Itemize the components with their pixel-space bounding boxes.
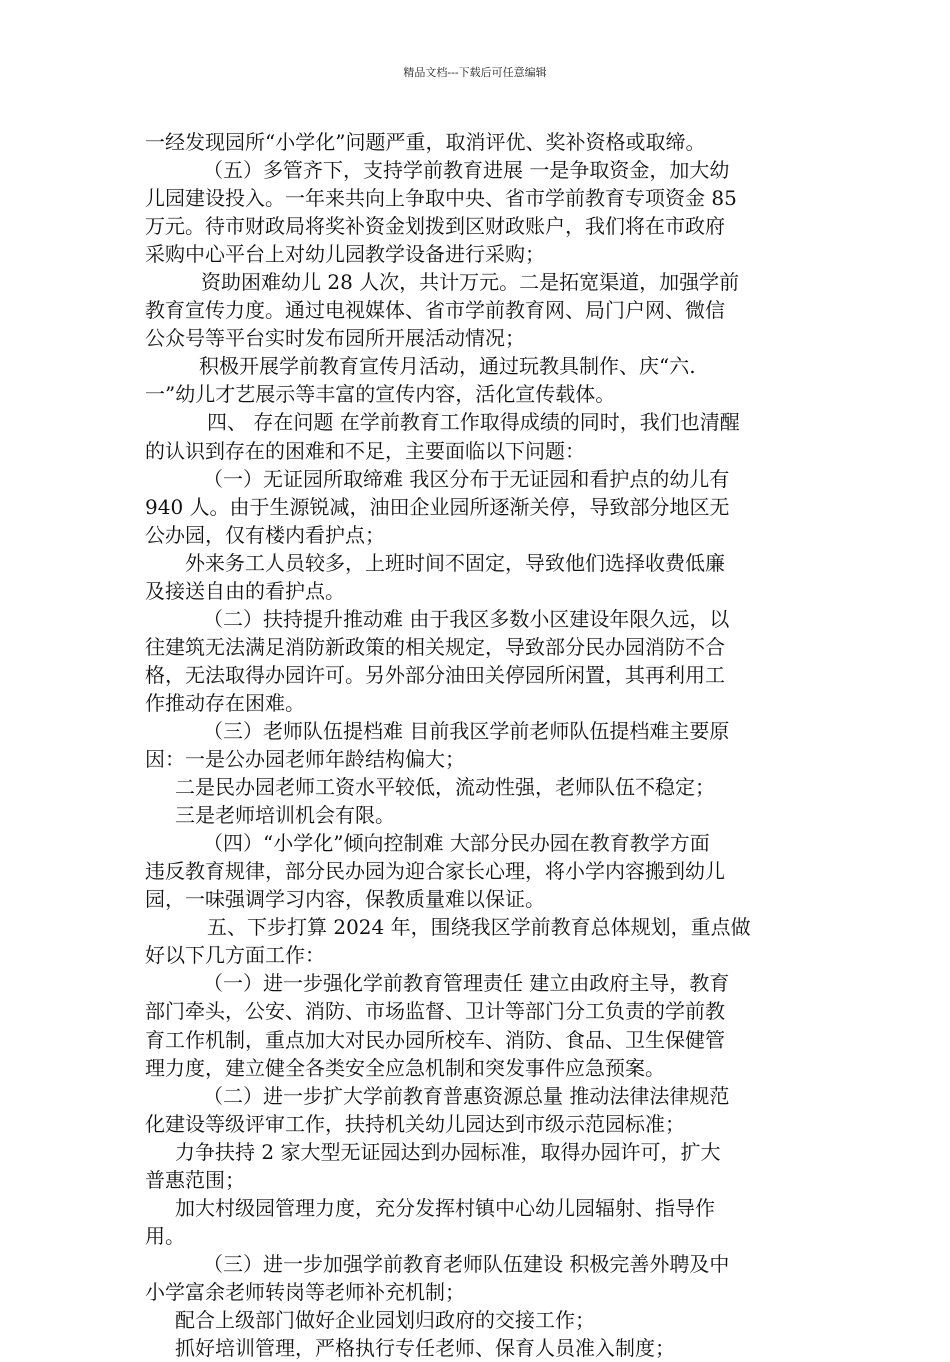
text-line: （一）进一步强化学前教育管理责任 建立由政府主导，教育	[203, 971, 730, 996]
text-line: 积极开展学前教育宣传月活动，通过玩教具制作、庆“六.	[199, 354, 696, 379]
text-line: 公众号等平台实时发布园所开展活动情况；	[145, 326, 525, 351]
text-line: （三）老师队伍提档难 目前我区学前老师队伍提档难主要原	[203, 718, 730, 743]
text-line: 力争扶持 2 家大型无证园达到办园标准，取得办园许可，扩大	[175, 1139, 721, 1164]
text-line: 五、下步打算 2024 年，围绕我区学前教育总体规划，重点做	[207, 915, 751, 940]
text-line: 理力度，建立健全各类安全应急机制和突发事件应急预案。	[145, 1055, 665, 1080]
text-line: 一经发现园所“小学化”问题严重，取消评优、奖补资格或取缔。	[145, 130, 706, 154]
text-line: 儿园建设投入。一年来共向上争取中央、省市学前教育专项资金 85	[145, 186, 737, 211]
text-line: 部门牵头，公安、消防、市场监督、卫计等部门分工负责的学前教	[145, 999, 725, 1024]
text-line: 四、 存在问题 在学前教育工作取得成绩的同时，我们也清醒	[207, 410, 740, 435]
text-line: 万元。待市财政局将奖补资金划拨到区财政账户，我们将在市政府	[145, 214, 725, 239]
text-line: 三是老师培训机会有限。	[175, 803, 395, 828]
text-line: 的认识到存在的困难和不足，主要面临以下问题：	[145, 438, 585, 463]
text-line: 资助困难幼儿 28 人次，共计万元。二是拓宽渠道，加强学前	[201, 270, 740, 295]
text-line: 教育宣传力度。通过电视媒体、省市学前教育网、局门户网、微信	[145, 298, 725, 323]
text-line: 因：一是公办园老师年龄结构偏大；	[145, 747, 465, 772]
text-line: （二）扶持提升推动难 由于我区多数小区建设年限久远，以	[203, 606, 730, 631]
text-line: 普惠范围；	[145, 1167, 245, 1192]
text-line: 配合上级部门做好企业园划归政府的交接工作；	[175, 1307, 595, 1332]
text-line: 公办园，仅有楼内看护点；	[145, 522, 385, 547]
text-line: 作推动存在困难。	[145, 690, 305, 715]
text-line: 好以下几方面工作：	[145, 943, 325, 968]
text-line: 一”幼儿才艺展示等丰富的宣传内容，活化宣传载体。	[145, 382, 616, 407]
text-line: 违反教育规律，部分民办园为迎合家长心理，将小学内容搬到幼儿	[145, 859, 725, 884]
page-header: 精品文档---下载后可任意编辑	[403, 66, 547, 79]
text-line: 及接送自由的看护点。	[145, 578, 345, 603]
text-line: 外来务工人员较多，上班时间不固定，导致他们选择收费低廉	[185, 550, 725, 575]
text-line: （四）“小学化”倾向控制难 大部分民办园在教育教学方面	[203, 831, 710, 856]
text-line: 940 人。由于生源锐减，油田企业园所逐渐关停，导致部分地区无	[145, 494, 730, 519]
text-line: 往建筑无法满足消防新政策的相关规定，导致部分民办园消防不合	[145, 634, 725, 659]
text-line: 用。	[145, 1223, 185, 1248]
document-body	[145, 128, 809, 1362]
text-line: 采购中心平台上对幼儿园教学设备进行采购；	[145, 242, 545, 267]
text-line: 格，无法取得办园许可。另外部分油田关停园所闲置，其再利用工	[145, 662, 725, 687]
text-line: 育工作机制，重点加大对民办园所校车、消防、食品、卫生保健管	[145, 1027, 725, 1052]
text-line: 抓好培训管理，严格执行专任老师、保育人员准入制度；	[175, 1336, 675, 1361]
text-line: 园，一味强调学习内容，保教质量难以保证。	[145, 887, 545, 912]
text-line: 加大村级园管理力度，充分发挥村镇中心幼儿园辐射、指导作	[175, 1195, 715, 1220]
text-line: （五）多管齐下，支持学前教育进展 一是争取资金，加大幼	[203, 158, 730, 183]
text-line: （三）进一步加强学前教育老师队伍建设 积极完善外聘及中	[203, 1251, 730, 1276]
text-line: （一）无证园所取缔难 我区分布于无证园和看护点的幼儿有	[203, 466, 730, 491]
text-line: 二是民办园老师工资水平较低，流动性强，老师队伍不稳定；	[175, 775, 715, 800]
text-line: 小学富余老师转岗等老师补充机制；	[145, 1279, 465, 1304]
text-line: （二）进一步扩大学前教育普惠资源总量 推动法律法律规范	[203, 1083, 730, 1108]
text-line: 化建设等级评审工作，扶持机关幼儿园达到市级示范园标准；	[145, 1111, 685, 1136]
